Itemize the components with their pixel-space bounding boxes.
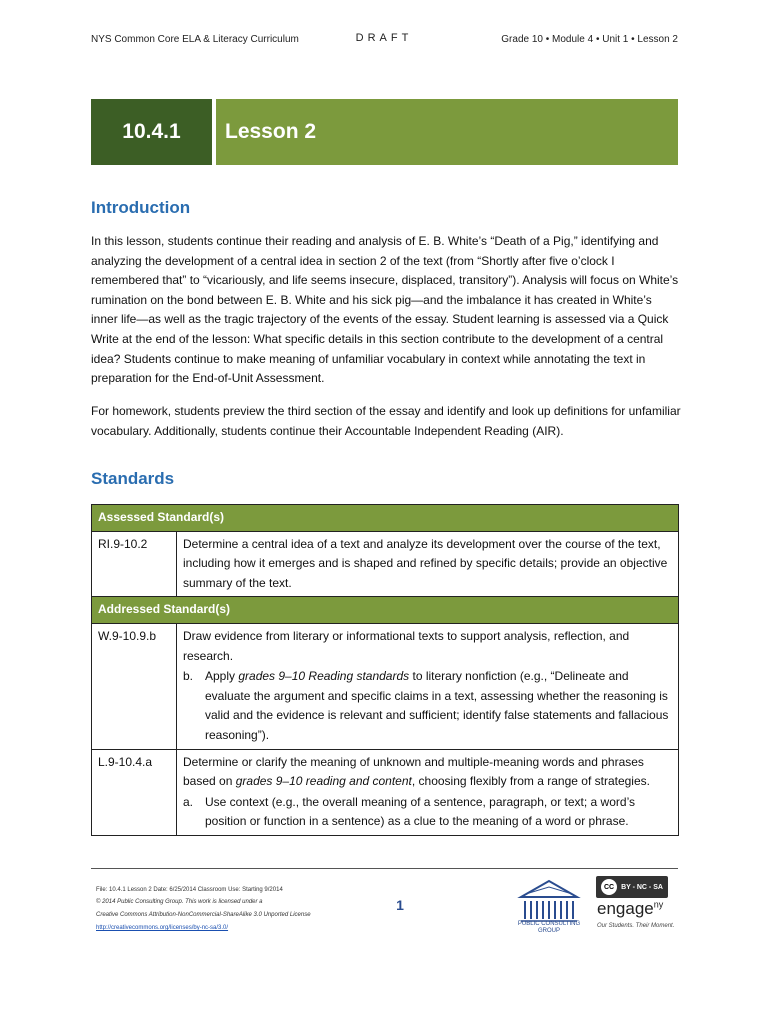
sub-standard [183, 667, 672, 745]
standard-code: W.9-10.9.b [92, 623, 177, 749]
header-draft: DRAFT [355, 32, 413, 44]
footer-license: Creative Commons Attribution-NonCommercial-ShareAlike 3.0 Unported License [96, 912, 311, 918]
text-emphasis: grades 9–10 reading and content [235, 774, 412, 789]
cc-icon: CC [601, 879, 617, 895]
assessed-header: Assessed Standard(s) [92, 505, 679, 532]
license-link[interactable]: http://creativecommons.org/licenses/by-nc-sa/3.0/ [96, 925, 229, 931]
standard-cell [177, 749, 679, 835]
sub-standard-text: Use context (e.g., the overall meaning of a sentence, paragraph, or text; a word’s position or function in a sentence) as a clue to the meaning of a word or phrase. [205, 794, 636, 829]
introduction-paragraph-2: For homework, students preview the third section of the essay and identify and look up definitions for unfamiliar vocabulary. Additionally, students continue their Accountable Independent Reading (AIR). [91, 404, 681, 438]
engage-word: engage [597, 899, 654, 918]
sub-standard [183, 793, 672, 832]
sub-text-post: to literary nonfiction (e.g., “Delineate and evaluate the argument and specific claims in a text, assessing whether the reasoning is valid and the evidence is relevant and sufficient; identify false statements and fallacious reasoning”). [205, 669, 669, 742]
footer-copyright: © 2014 Public Consulting Group. This work is licensed under a [96, 899, 263, 905]
pcg-label-line-2: GROUP [537, 928, 560, 934]
pcg-label [508, 921, 590, 935]
standard-cell [177, 623, 679, 749]
footer-divider [91, 868, 678, 869]
standard-text [183, 753, 672, 792]
lesson-banner [91, 99, 678, 165]
text-pre: Determine or clarify the meaning of unknown and multiple-meaning words and phrases based on [183, 754, 644, 789]
engageny-tagline: Our Students. Their Moment. [597, 923, 675, 929]
standard-code: RI.9-10.2 [92, 531, 177, 597]
header-lesson-ref: Grade 10 • Module 4 • Unit 1 • Lesson 2 [501, 34, 678, 45]
introduction-heading: Introduction [91, 198, 191, 217]
engageny-logo [597, 899, 663, 919]
header-curriculum: NYS Common Core ELA & Literacy Curriculum [91, 34, 299, 45]
lesson-title: Lesson 2 [216, 99, 678, 165]
cc-license-text: BY - NC - SA [621, 883, 663, 891]
standards-heading: Standards [91, 469, 175, 488]
sub-standard-marker: b. [183, 669, 194, 684]
addressed-header: Addressed Standard(s) [92, 597, 679, 624]
page-number: 1 [396, 897, 404, 913]
introduction-paragraph-1: In this lesson, students continue their reading and analysis of E. B. White’s “Death of a Pig,” identifying and analyzing the development of a central idea in section 2 of the text (from “Shortly after five o’clock I remembered that” to “vicariously, and life seems insecure, displaced, transitory”). Analysis will focus on White’s rumination on the bond between E. B. White and his sick pig—and the imbalance it has created in White’s inner life—as well as the tragic trajectory of the events of the essay. Student learning is assessed via a Quick Write at the end of the lesson: What specific details in this section contribute to the development of a central idea? Students continue to make meaning of unfamiliar vocabulary in context while annotating the text in preparation for the End-of-Unit Assessment. [91, 234, 679, 386]
lesson-number: 10.4.1 [91, 99, 212, 165]
sub-standard-text [205, 667, 672, 745]
pcg-label-line-1: PUBLIC CONSULTING [517, 921, 581, 927]
standard-text: Determine a central idea of a text and analyze its development over the course of the text, including how it emerges and is shaped and refined by specific details; provide an objective summary of the text. [177, 531, 679, 597]
standard-code: L.9-10.4.a [92, 749, 177, 835]
standards-table [91, 504, 679, 836]
table-row [92, 623, 679, 749]
table-row [92, 749, 679, 835]
sub-text-emphasis: grades 9–10 Reading standards [238, 669, 410, 684]
addressed-header-row [92, 597, 679, 624]
text-post: , choosing flexibly from a range of strategies. [411, 774, 650, 789]
table-row [92, 531, 679, 597]
assessed-header-row [92, 505, 679, 532]
standard-text: Draw evidence from literary or informational texts to support analysis, reflection, and research. [183, 628, 630, 663]
engage-ny: ny [653, 899, 664, 910]
sub-standard-marker: a. [183, 794, 194, 809]
sub-text-pre: Apply [205, 669, 239, 684]
footer-file-line: File: 10.4.1 Lesson 2 Date: 6/25/2014 Classroom Use: Starting 9/2014 [96, 887, 283, 893]
creative-commons-badge [596, 876, 668, 898]
